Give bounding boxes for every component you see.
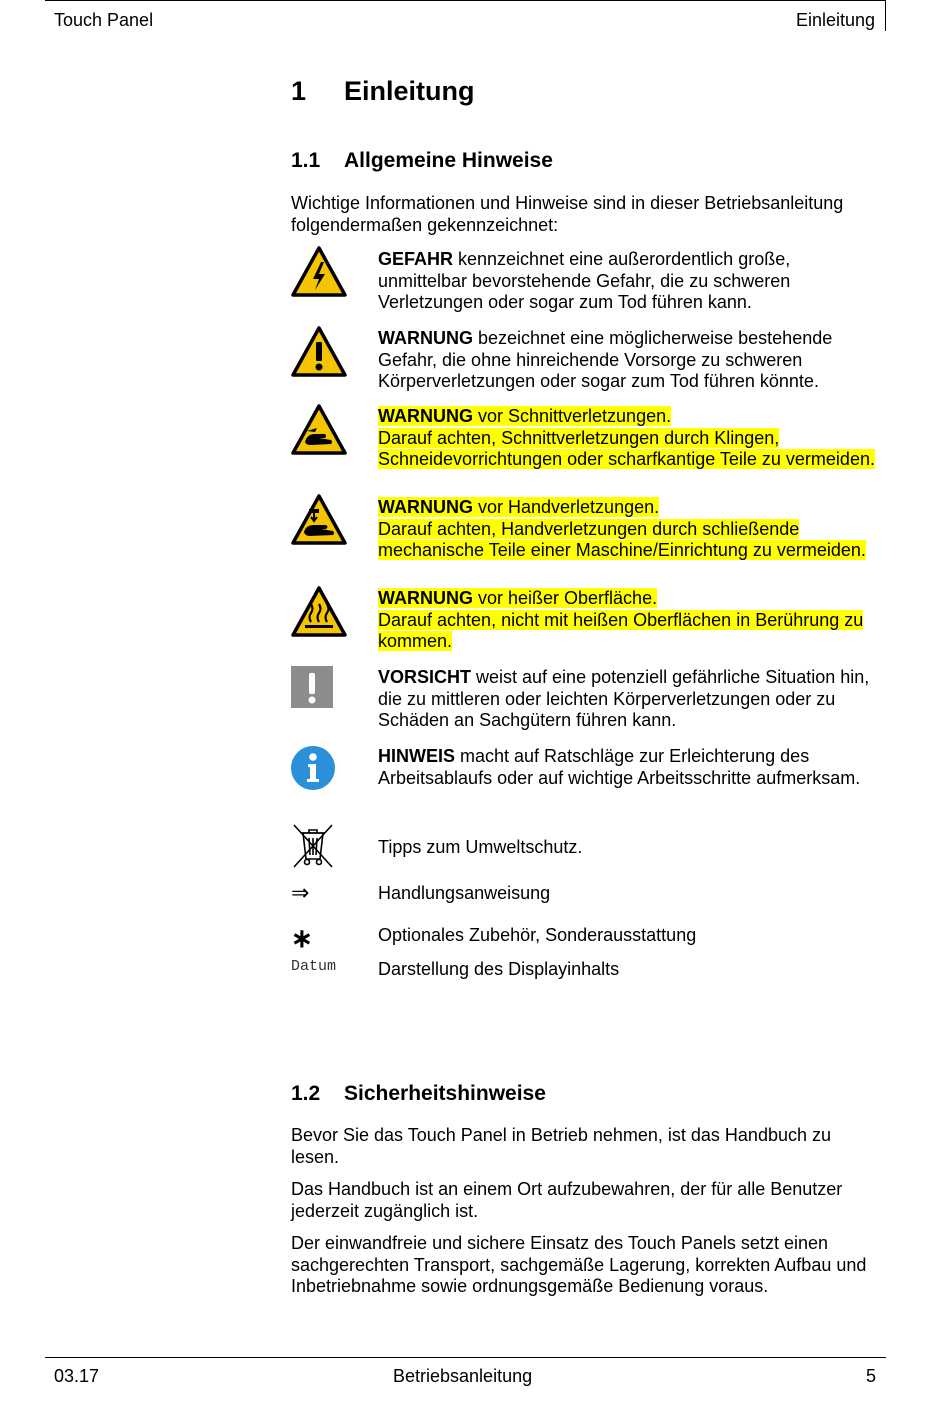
list-item — [378, 837, 878, 859]
item-text-detail: Darauf achten, nicht mit heißen Oberflächen in Berührung zu kommen. — [378, 609, 864, 651]
item-text: bezeichnet eine möglicherweise bestehende Gefahr, die ohne hinreichende Vorsorge zu schweren Körperverletzungen oder sogar zum Tod führen könnte. — [378, 328, 833, 391]
page-header — [45, 0, 886, 31]
item-text: macht auf Ratschläge zur Erleichterung des Arbeitsablaufs oder auf wichtige Arbeitsschritte aufmerksam. — [378, 746, 861, 788]
intro-paragraph: Wichtige Informationen und Hinweise sind in dieser Betriebsanleitung folgendermaßen gekennzeichnet: — [291, 193, 844, 235]
page-number: 5 — [865, 1366, 876, 1386]
warning-hot-surface-icon — [291, 586, 347, 638]
item-text-detail: Darauf achten, Schnittverletzungen durch Klingen, Schneidevorrichtungen oder scharfkantige Teile zu vermeiden. — [378, 427, 875, 469]
list-item — [378, 497, 878, 562]
asterisk-icon: ∗ — [291, 923, 313, 953]
header-right: Einleitung — [795, 10, 875, 30]
item-text: Optionales Zubehör, Sonderausstattung — [378, 925, 697, 945]
header-left: Touch Panel — [54, 10, 154, 30]
list-item — [378, 959, 878, 981]
safety-paragraph: Das Handbuch ist an einem Ort aufzubewahren, der für alle Benutzer jederzeit zugänglich ist. — [291, 1179, 843, 1221]
section-number: 1.2 — [291, 1082, 321, 1105]
section-title-text: Sicherheitshinweise — [344, 1082, 546, 1105]
item-keyword: WARNUNG — [378, 497, 473, 517]
item-text: Darstellung des Displayinhalts — [378, 959, 620, 979]
item-keyword: GEFAHR — [378, 249, 454, 269]
list-item — [378, 883, 878, 905]
list-item — [378, 249, 878, 314]
list-item — [378, 588, 878, 653]
list-item — [378, 746, 878, 789]
item-keyword: HINWEIS — [378, 746, 456, 766]
page-footer — [45, 1357, 886, 1398]
item-text: vor Handverletzungen. — [473, 497, 660, 517]
chapter-number: 1 — [291, 76, 307, 106]
item-text: vor heißer Oberfläche. — [473, 588, 658, 608]
warning-hand-crush-icon — [291, 494, 347, 546]
section-title-1-1 — [291, 149, 553, 173]
warning-exclamation-icon — [291, 326, 347, 378]
item-keyword: VORSICHT — [378, 667, 472, 687]
item-text: vor Schnittverletzungen. — [473, 406, 672, 426]
section-number: 1.1 — [291, 149, 321, 172]
arrow-right-icon: ⇒ — [291, 880, 310, 905]
footer-title: Betriebsanleitung — [393, 1366, 533, 1386]
display-content-sample: Datum — [291, 958, 337, 975]
section-title-1-2 — [291, 1082, 546, 1106]
list-item — [378, 406, 878, 471]
item-text-detail: Darauf achten, Handverletzungen durch schließende mechanische Teile einer Maschine/Einrichtung zu vermeiden. — [378, 518, 866, 560]
list-item — [378, 667, 878, 732]
recycle-bin-crossed-icon — [291, 823, 335, 869]
section-title-text: Allgemeine Hinweise — [344, 149, 553, 172]
chapter-title — [291, 76, 475, 107]
safety-paragraph: Bevor Sie das Touch Panel in Betrieb nehmen, ist das Handbuch zu lesen. — [291, 1125, 831, 1167]
danger-electric-icon — [291, 246, 347, 298]
item-text: weist auf eine potenziell gefährliche Situation hin, die zu mittleren oder leichten Körperverletzungen oder zu Schäden an Sachgütern führen kann. — [378, 667, 870, 730]
item-text: Handlungsanweisung — [378, 883, 551, 903]
chapter-title-text: Einleitung — [344, 76, 475, 106]
warning-cut-icon — [291, 404, 347, 456]
footer-date: 03.17 — [54, 1366, 100, 1386]
list-item — [378, 328, 878, 393]
item-text: kennzeichnet eine außerordentlich große, unmittelbar bevorstehende Gefahr, die zu schweren Verletzungen oder sogar zum Tod führen kann. — [378, 249, 791, 312]
caution-icon — [291, 666, 333, 708]
list-item — [378, 925, 878, 947]
item-keyword: WARNUNG — [378, 328, 473, 348]
item-keyword: WARNUNG — [378, 406, 473, 426]
info-icon — [291, 746, 335, 790]
safety-paragraph: Der einwandfreie und sichere Einsatz des Touch Panels setzt einen sachgerechten Transport, sachgemäße Lagerung, korrekten Aufbau und Inbetriebnahme sowie ordnungsgemäße Bedienung voraus. — [291, 1233, 867, 1296]
item-keyword: WARNUNG — [378, 588, 473, 608]
item-text: Tipps zum Umweltschutz. — [378, 837, 583, 857]
